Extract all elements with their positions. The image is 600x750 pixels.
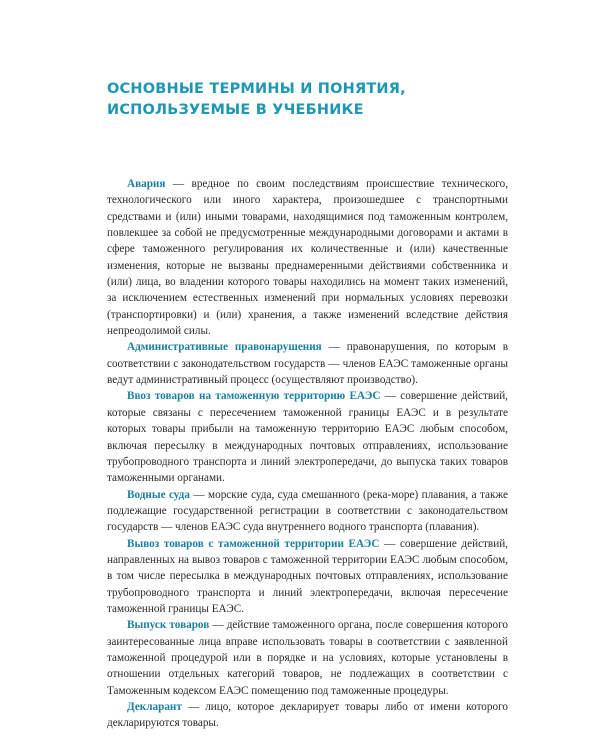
glossary-body [107,176,508,732]
glossary-definition: — правонарушения, по которым в соответствии с законодательством государств — членов ЕАЭС таможенные органы ведут административный процесс (осуществляют производство). [107,341,508,387]
glossary-entry-admin-offenses [107,339,508,388]
glossary-term: Декларант [127,701,182,713]
glossary-definition: — совершение действий, направленных на вывоз товаров с таможенной территории ЕАЭС любым способом, в том числе пересылка в международных почтовых отправлениях, использование трубопроводного транспорта и линий электропередачи, включая пересечение таможенной границы ЕАЭС. [107,537,508,615]
glossary-entry-vessels [107,487,508,536]
glossary-definition: — совершение действий, которые связаны с пересечением таможенной границы ЕАЭС и в результате которых товары прибыли на таможенную территорию ЕАЭС любым способом, включая пересылку в международных почтовых отправлениях, использование трубопроводного транспорта и линий электропередачи, до выпуска таких товаров таможенными органами. [107,390,508,485]
page-title-line-1: ОСНОВНЫЕ ТЕРМИНЫ И ПОНЯТИЯ, [107,81,406,97]
glossary-definition: — лицо, которое декларирует товары либо от имени которого декларируются товары. [107,701,508,730]
glossary-term: Водные суда [127,488,190,501]
glossary-entry-declarant [107,699,508,732]
glossary-definition: — вредное по своим последствиям происшествие технического, технологического или иного характера, произошедшее с транспортными средствами и (или) иными товарами, находящимися под таможенным контролем, повлекшее за собой не предусмотренные международными договорами и актами в сфере таможенного регулирования их количественные и (или) качественные изменения, которые не вызваны преднамеренными действиями собственника и (или) лица, во владении которого товары находились на момент таких изменений, за исключением естественных изменений при нормальных условиях перевозки (транспортировки) и (или) хранения, а также изменений вследствие действия непреодолимой силы. [107,178,508,338]
glossary-entry-import [107,388,508,486]
glossary-definition: — действие таможенного органа, после совершения которого заинтересованные лица вправе использовать товары в соответствии с заявленной таможенной процедурой или в порядке и на условиях, которые установлены в отношении отдельных категорий товаров, не подлежащих в соответствии с Таможенным кодексом ЕАЭС помещению под таможенные процедуры. [107,619,509,697]
glossary-entry-avaria [107,176,508,339]
glossary-term: Выпуск товаров [127,619,210,632]
glossary-entry-release [107,617,508,699]
glossary-term: Вывоз товаров с таможенной территории ЕАЭС [127,537,380,550]
glossary-term: Авария [127,178,166,190]
page-title [107,79,527,121]
glossary-entry-export [107,536,508,618]
glossary-definition: — морские суда, суда смешанного (река-море) плавания, а также подлежащие государственной регистрации в соответствии с законодательством государств — членов ЕАЭС суда внутреннего водного транспорта (плавания). [107,488,509,534]
page-title-line-2: ИСПОЛЬЗУЕМЫЕ В УЧЕБНИКЕ [107,102,364,118]
glossary-term: Административные правонарушения [127,341,322,354]
glossary-term: Ввоз товаров на таможенную территорию ЕАЭС [127,390,381,403]
